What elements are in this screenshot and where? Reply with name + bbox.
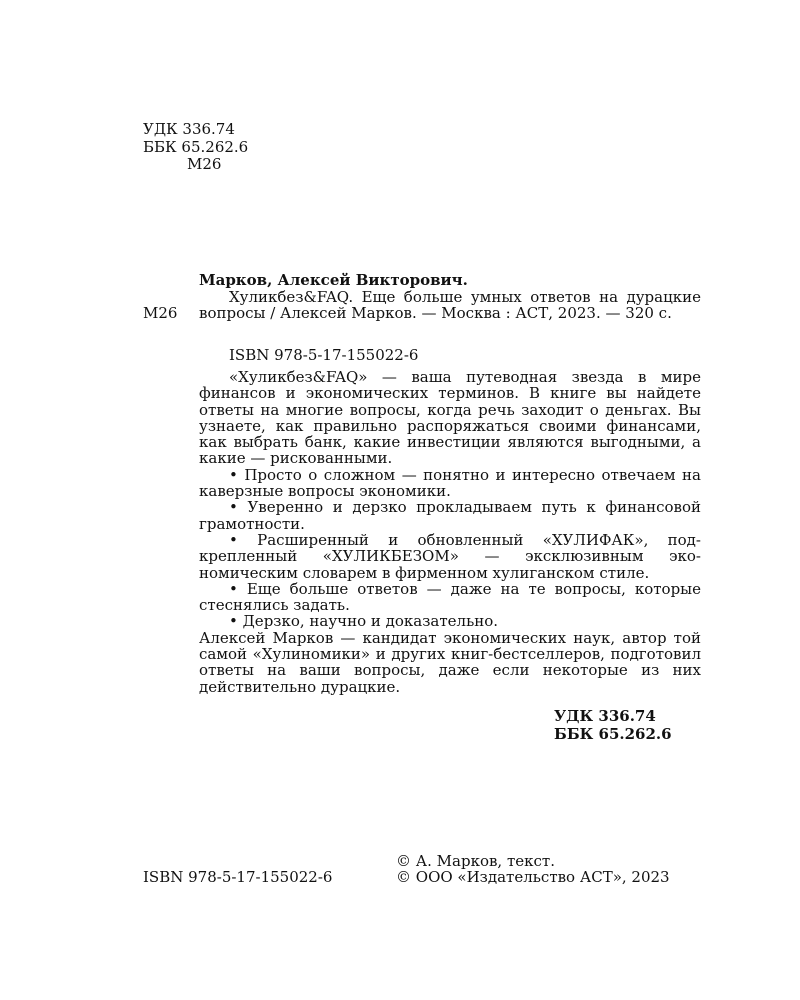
bbk-code-top: ББК 65.262.6	[143, 138, 249, 156]
author-heading: Марков, Алексей Викторович.	[199, 271, 468, 289]
title-description: Хуликбез&FAQ. Еще больше умных ответов на дурацкие вопросы / Алексей Марков. — Москва : АСТ, 2023. — 320 с.	[199, 288, 701, 323]
isbn-record: ISBN 978-5-17-155022-6	[229, 346, 419, 364]
udk-code-bottom: УДК 336.74	[554, 707, 656, 725]
author-sign-top: М26	[187, 155, 222, 173]
copyright-publisher: © ООО «Издательство АСТ», 2023	[396, 868, 670, 886]
bibliographic-description	[199, 289, 701, 322]
bbk-code-bottom: ББК 65.262.6	[554, 725, 672, 743]
annotation-bullet: • Дерзко, научно и доказательно.	[229, 612, 499, 631]
udk-code-top: УДК 336.74	[143, 120, 235, 138]
annotation-bullet: • Расширенный и обновленный «ХУЛИФАК», подкрепленный «ХУЛИКБЕЗОМ» — эксклюзивным экономическим словарем в фирменном хулиганском стиле.	[199, 530, 701, 582]
annotation	[199, 369, 701, 695]
isbn-footer: ISBN 978-5-17-155022-6	[143, 868, 333, 886]
annotation-bullet: • Еще больше ответов — даже на те вопросы, которые стеснялись задать.	[199, 579, 701, 615]
annotation-bullet: • Просто о сложном — понятно и интересно отвечаем на каверзные вопросы экономики.	[199, 465, 701, 501]
copyright-author: © А. Марков, текст.	[396, 852, 555, 870]
author-sign-side: М26	[143, 304, 178, 322]
annotation-bullet: • Уверенно и дерзко прокладываем путь к финансовой грамотности.	[199, 498, 701, 533]
annotation-paragraph: «Хуликбез&FAQ» — ваша путеводная звезда в мире финансов и экономических терминов. В книге вы найдете ответы на многие вопросы, когда речь заходит о деньгах. Вы узнаете, как правильно распоряжаться своими финансами, как выбрать банк, какие инвестиции являются выгодными, а какие — рискованными.	[199, 368, 701, 468]
annotation-author-paragraph: Алексей Марков — кандидат экономических наук, автор той самой «Хулиномики» и других книг-бестселлеров, подготовил ответы на ваши вопросы, даже если некоторые из них действительно дурацкие.	[199, 628, 701, 696]
